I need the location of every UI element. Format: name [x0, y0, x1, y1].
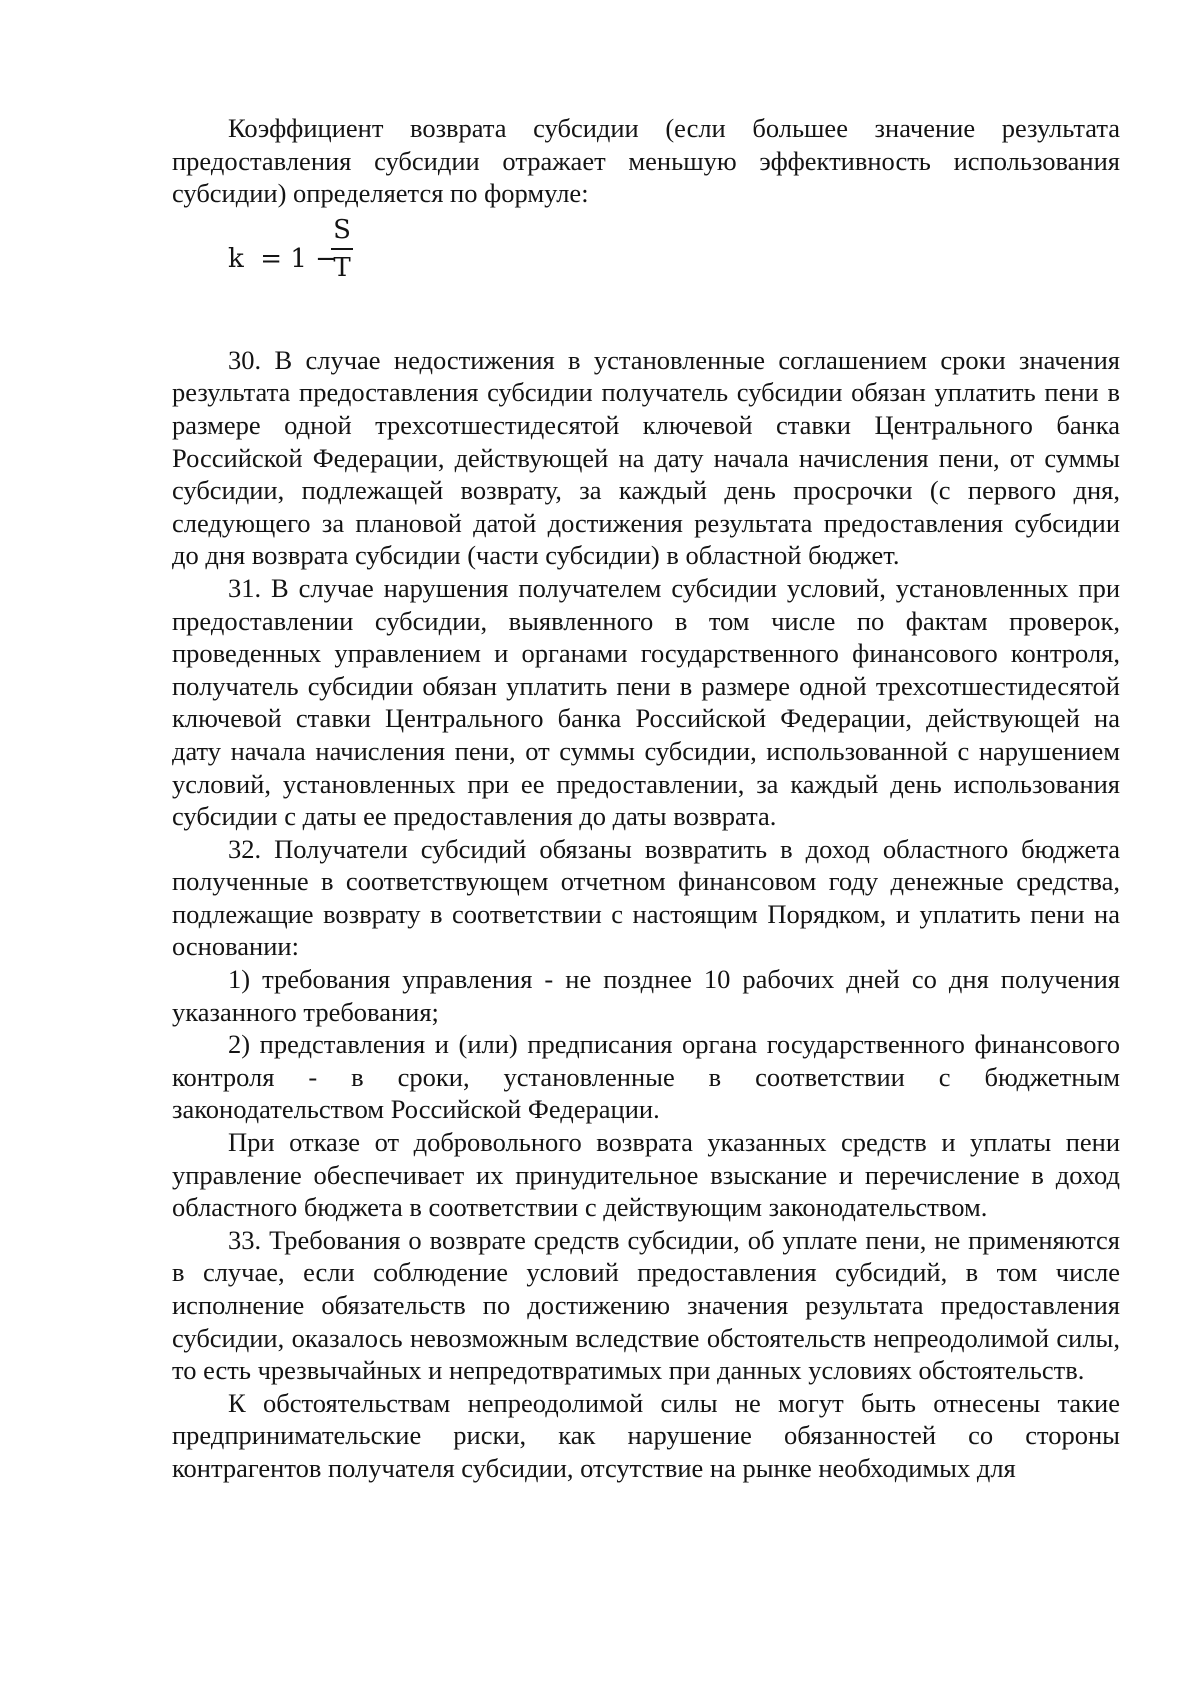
paragraph-33: 33. Требования о возврате средств субсидии, об уплате пени, не применяются в случае, если соблюдение условий предоставления субсидий, в том числе исполнение обязательств по достижению значения результата предоставления субсидии, оказалось невозможным вследствие обстоятельств непреодолимой силы, то есть чрезвычайных и непредотвратимых при данных условиях обстоятельств. — [172, 1224, 1120, 1386]
paragraph-32-item-2: 2) представления и (или) предписания органа государственного финансового контроля - в сроки, установленные в соответствии с бюджетным законодательством Российской Федерации. — [172, 1029, 1120, 1125]
document-body — [172, 112, 1120, 1485]
formula-denominator: T — [333, 252, 351, 283]
paragraph-32-item-1: 1) требования управления - не позднее 10 рабочих дней со дня получения указанного требования; — [172, 964, 1120, 1027]
paragraph-32: 32. Получатели субсидий обязаны возвратить в доход областного бюджета полученные в соответствующем отчетном финансовом году денежные средства, подлежащие возврату в соответствии с настоящим Порядком, и уплатить пени на основании: — [172, 833, 1120, 962]
formula-fraction — [330, 212, 354, 286]
paragraph-return-coefficient: Коэффициент возврата субсидии (если большее значение результата предоставления субсидии отражает меньшую эффективность использования субсидии) определяется по формуле: — [172, 113, 1120, 209]
formula-left-side: k = 1 − — [228, 243, 337, 274]
paragraph-31: 31. В случае нарушения получателем субсидии условий, установленных при предоставлении субсидии, выявленного в том числе по фактам проверок, проведенных управлением и органами государственного финансового контроля, получатель субсидии обязан уплатить пени в размере одной трехсотшестидесятой ключевой ставки Центрального банка Российской Федерации, действующей на дату начала начисления пени, от суммы субсидии, использованной с нарушением условий, установленных при ее предоставлении, за каждый день использования субсидии с даты ее предоставления до даты возврата. — [172, 572, 1120, 832]
paragraph-32-refusal: При отказе от добровольного возврата указанных средств и уплаты пени управление обеспечивает их принудительное взыскание и перечисление в доход областного бюджета в соответствии с действующим законодательством. — [172, 1127, 1120, 1223]
paragraph-33-force-majeure: К обстоятельствам непреодолимой силы не могут быть отнесены такие предпринимательские риски, как нарушение обязанностей со стороны контрагентов получателя субсидии, отсутствие на рынке необходимых для — [172, 1387, 1120, 1483]
formula-numerator: S — [333, 214, 351, 245]
paragraph-30: 30. В случае недостижения в установленные соглашением сроки значения результата предоставления субсидии получатель субсидии обязан уплатить пени в размере одной трехсотшестидесятой ключевой ставки Центрального банка Российской Федерации, действующей на дату начала начисления пени, от суммы субсидии, подлежащей возврату, за каждый день просрочки (с первого дня, следующего за плановой датой достижения результата предоставления субсидии до дня возврата субсидии (части субсидии) в областной бюджет. — [172, 344, 1120, 571]
formula-return-coefficient — [172, 212, 1120, 308]
